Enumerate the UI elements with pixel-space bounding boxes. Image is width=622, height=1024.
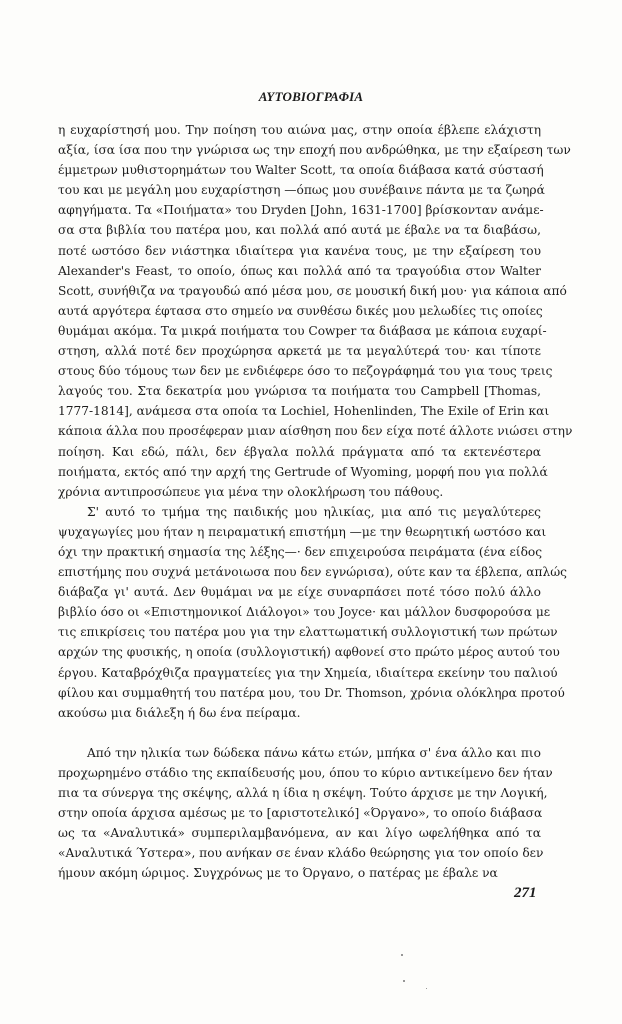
text-line: έργου. Καταβρόχθιζα πραγματείες για την Χημεία, ιδιαίτερα εκείνην του παλιού — [58, 665, 558, 680]
paragraph — [58, 120, 573, 502]
text-line: αρχών της φυσικής, η οποία (συλλογιστική) αφθονεί στο πρώτο μέρος αυτού του — [58, 645, 560, 660]
text-line: βιβλίο όσο οι «Επιστημονικοί Διάλογοι» του Joyce· και μάλλον δυσφορούσα με — [58, 605, 551, 620]
text-line: έμμετρων μυθιστορημάτων του Walter Scott, τα οποία διάβασα κατά σύστασή — [58, 163, 544, 178]
text-line: η ευχαρίστησή μου. Την ποίηση του αιώνα μας, στην οποία έβλεπε ελάχιστη — [58, 123, 541, 137]
paragraph-gap — [58, 723, 541, 743]
text-line: Από την ηλικία των δώδεκα πάνω κάτω ετών, μπήκα σ' ένα άλλο και πιο — [87, 745, 541, 760]
text-line: αξία, ίσα ίσα που την γνώρισα ως την εποχή που ανδρώθηκα, με την εξαίρεση των — [58, 143, 571, 158]
page-number: 271 — [514, 885, 537, 901]
text-line: «Αναλυτικά Ύστερα», που ανήκαν σε έναν κλάδο θεώρησης για τον οποίο δεν — [58, 846, 544, 861]
text-line: Alexander's Feast, το οποίο, όπως και πολλά από τα τραγούδια στον Walter — [58, 263, 541, 278]
scan-speck — [426, 988, 427, 989]
text-line: τις επικρίσεις του πατέρα μου για την ελαττωματική συλλογιστική των πρώτων — [58, 625, 558, 640]
text-line: ως τα «Αναλυτικά» συμπεριλαμβανόμενα, αν και λίγο ωφελήθηκα από τα — [58, 826, 541, 841]
text-line: Scott, συνήθιζα να τραγουδώ από μέσα μου, σε μουσική δική μου· για κάποια από — [58, 283, 567, 298]
scan-speck — [401, 954, 403, 956]
text-line: ήμουν ακόμη ώριμος. Συγχρόνως με το Όργανο, ο πατέρας με έβαλε να — [58, 866, 498, 881]
text-line: λαγούς του. Στα δεκατρία μου γνώρισα τα ποιήματα του Campbell [Thomas, — [58, 384, 541, 399]
text-line: Σ' αυτό το τμήμα της παιδικής μου ηλικίας, μια από τις μεγαλύτερες — [87, 504, 541, 519]
text-line: επιστήμης που συχνά μετάνοιωσα που δεν εγνώρισα), ούτε καν τα έβλεπα, απλώς — [58, 565, 568, 580]
text-line: προχωρημένο στάδιο της εκπαίδευσής μου, όπου το κύριο αντικείμενο δεν ήταν — [58, 765, 553, 780]
text-line: στηση, αλλά ποτέ δεν προχώρησα αρκετά με τα μεγαλύτερά του· και τίποτε — [58, 344, 541, 359]
text-line: ποιήματα, εκτός από την αρχή της Gertrude of Wyoming, μορφή που για πολλά — [58, 464, 548, 479]
text-line: ψυχαγωγίες μου ήταν η πειραματική επιστήμη —με την θεωρητική ωστόσο και — [58, 524, 547, 539]
text-line: όχι την πρακτική σημασία της λέξης—· δεν επιχειρούσα πειράματα (ένα είδος — [58, 544, 543, 559]
text-line: στους δύο τόμους των δεν με ενδιέφερε όσο το πεζογράφημά του για τους τρεις — [58, 364, 553, 379]
scan-speck — [403, 980, 405, 982]
text-line: θυμάμαι ακόμα. Τα μικρά ποιήματα του Cowper τα διάβασα με κάποια ευχαρί- — [58, 323, 547, 338]
text-line: στην οποία άρχισα αμέσως με το [αριστοτελικό] «Όργανο», το οποίο διάβασα — [58, 806, 543, 821]
text-line: αφηγήματα. Τα «Ποιήματα» του Dryden [John, 1631-1700] βρίσκονταν ανάμε- — [58, 203, 544, 218]
text-line: διάβαζα γι' αυτά. Δεν θυμάμαι να με είχε συναρπάσει ποτέ τόσο πολύ άλλο — [58, 585, 541, 600]
text-line: ποτέ ωστόσο δεν νιάστηκα ιδιαίτερα για κανένα τους, με την εξαίρεση του — [58, 243, 541, 258]
body-text — [58, 120, 573, 883]
text-line: κάποια άλλα που προσέφεραν μιαν αίσθηση που δεν είχα ποτέ άλλοτε νιώσει στην — [58, 424, 573, 439]
running-head: ΑΥΤΟΒΙΟΓΡΑΦΙΑ — [258, 89, 364, 104]
text-line: αυτά αργότερα έφτασα στο σημείο να συνθέσω δικές μου μελωδίες τις οποίες — [58, 303, 543, 318]
text-line: 1777-1814], ανάμεσα στα οποία τα Lochiel, Hohenlinden, The Exile of Erin και — [58, 404, 550, 419]
text-line: ποίηση. Και εδώ, πάλι, δεν έβγαλα πολλά πράγματα από τα εκτενέστερα — [58, 444, 541, 459]
paragraph — [58, 743, 553, 884]
text-line: σα στα βιβλία του πατέρα μου, και πολλά από αυτά με έβαλε να τα διαβάσω, — [58, 223, 541, 238]
text-line: πια τα σύνεργα της σκέψης, αλλά η ίδια η σκέψη. Τούτο άρχισε με την Λογική, — [58, 786, 548, 800]
text-line: ακούσω μια διάλεξη ή δω ένα πείραμα. — [58, 705, 301, 720]
text-line: χρόνια αντιπροσώπευε για μένα την ολοκλήρωση του πάθους. — [58, 484, 444, 499]
text-line: του και με μεγάλη μου ευχαρίστηση —όπως μου συνέβαινε πάντα με τα ζωηρά — [58, 183, 545, 198]
text-line: φίλου και συμμαθητή του πατέρα μου, του Dr. Thomson, χρόνια ολόκληρα προτού — [58, 685, 565, 700]
paragraph — [58, 502, 568, 723]
